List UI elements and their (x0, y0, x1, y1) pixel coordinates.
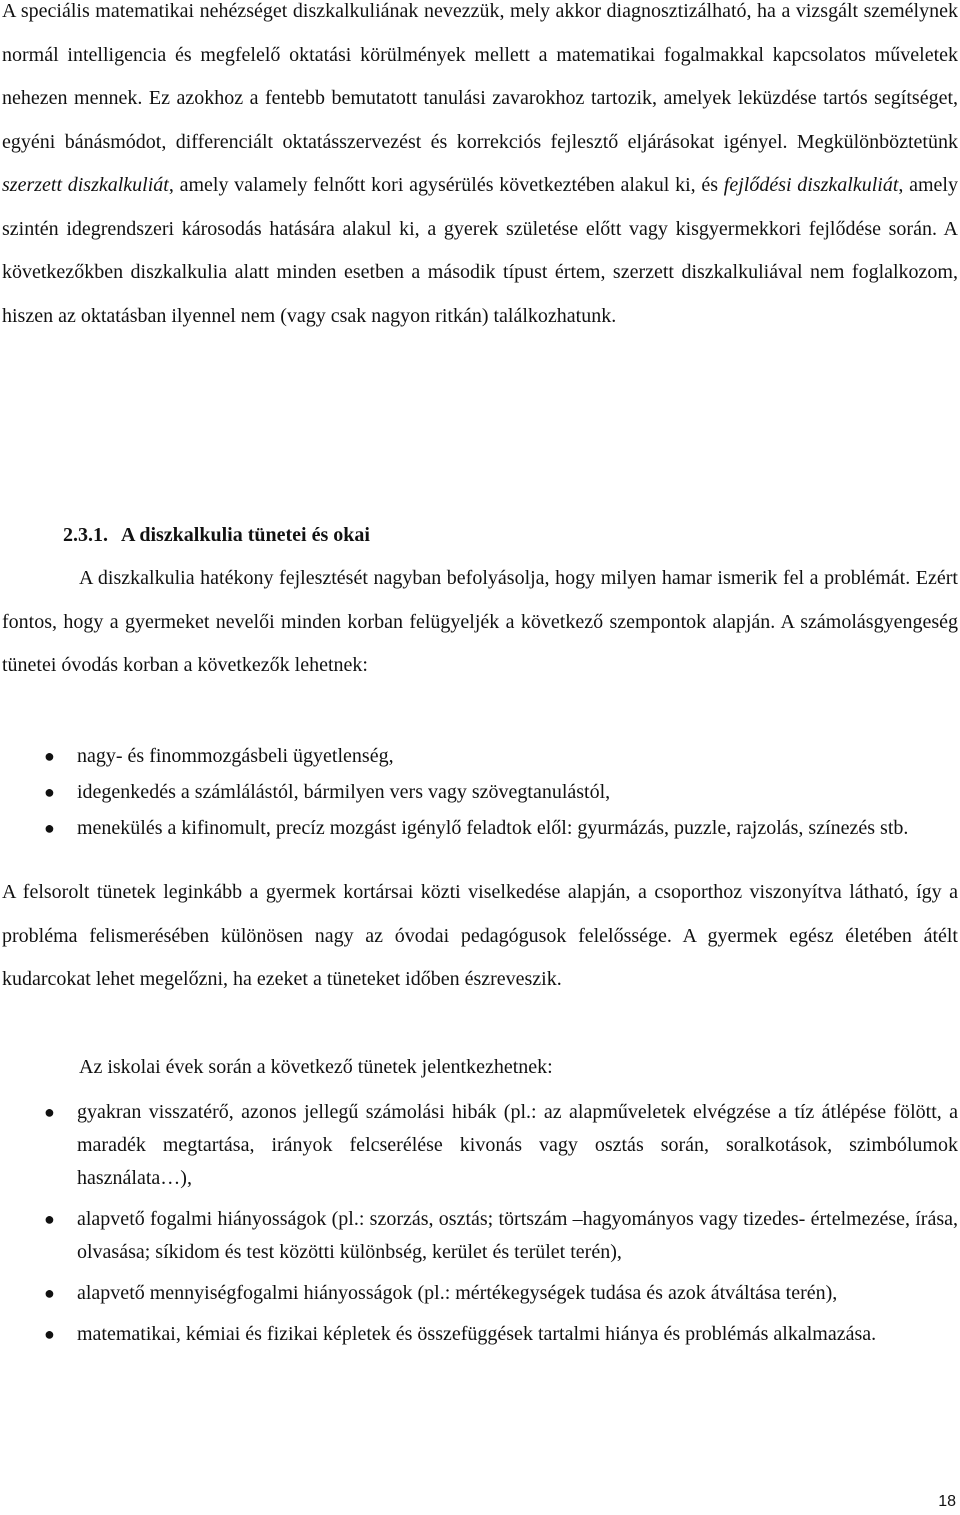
list-item-text: idegenkedés a számlálástól, bármilyen vers vagy szövegtanulástól, (77, 781, 611, 803)
term-developmental-dyscalculia: fejlődési diszkalkuliát (723, 174, 899, 196)
bullet-icon: ● (44, 782, 55, 802)
list-item (0, 1096, 960, 1195)
bullet-icon: ● (44, 746, 55, 766)
section-heading (63, 514, 370, 557)
list-item (0, 1203, 960, 1269)
paragraph-text: A speciális matematikai nehézséget diszkalkuliának nevezzük, mely akkor diagnosztizálható, ha a vizsgált személynek normál intelligencia és megfelelő oktatási körülmények mellett a matematikai fogalmakkal kapcsolatos műveletek nehezen mennek. Ez azokhoz a fentebb bemutatott tanulási zavarokhoz tartozik, amelyek leküzdése tartós segítséget, egyéni bánásmódot, differenciált oktatásszervezést és korrekciós fejlesztő eljárásokat igényel. Megkülönböztetünk (2, 0, 958, 153)
list-item (0, 740, 960, 773)
list-item-text: alapvető fogalmi hiányosságok (pl.: szorzás, osztás; törtszám –hagyományos vagy tizedes- értelmezése, írása, olvasása; síkidom és test közötti különbség, kerület és terület terén), (77, 1208, 958, 1263)
page-number: 18 (938, 1493, 956, 1510)
list-item-text: nagy- és finommozgásbeli ügyetlenség, (77, 745, 394, 767)
bullet-icon: ● (44, 1209, 55, 1229)
paragraph-text: , amely valamely felnőtt kori agysérülés következtében alakul ki, és (168, 174, 724, 196)
list-item (0, 1277, 960, 1310)
bullet-icon: ● (44, 1324, 55, 1344)
section-number: 2.3.1. (63, 524, 108, 546)
paragraph-text: , amely szintén idegrendszeri károsodás hatására alakul ki, a gyerek születése előtt vagy kisgyermekkori fejlődése során. A következőkben diszkalkulia alatt minden esetben a második típust értem, szerzett diszkalkuliával nem foglalkozom, hiszen az oktatásban ilyennel nem (vagy csak nagyon ritkán) találkozhatunk. (2, 174, 958, 327)
paragraph-recognition: A diszkalkulia hatékony fejlesztését nagyban befolyásolja, hogy milyen hamar ismerik fel a problémát. Ezért fontos, hogy a gyermeket nevelői minden korban felügyeljék a következő szempontok alapján. A számolásgyengeség tünetei óvodás korban a következők lehetnek: (2, 567, 958, 676)
list-item (0, 1318, 960, 1351)
bullet-icon: ● (44, 1283, 55, 1303)
list-item (0, 812, 960, 845)
paragraph-school-years-intro: Az iskolai évek során a következő tünetek jelentkezhetnek: (79, 1056, 553, 1078)
list-item-text: alapvető mennyiségfogalmi hiányosságok (pl.: mértékegységek tudása és azok átváltása terén), (77, 1282, 838, 1304)
paragraph-diszkalkulia-definition (2, 0, 958, 338)
list-item-text: matematikai, kémiai és fizikai képletek és összefüggések tartalmi hiánya és problémás alkalmazása. (77, 1323, 877, 1345)
list-item-text: menekülés a kifinomult, precíz mozgást igénylő feladtok elől: gyurmázás, puzzle, rajzolás, színezés stb. (77, 817, 909, 839)
school-symptom-list (0, 1096, 960, 1359)
list-item (0, 776, 960, 809)
list-item-text: gyakran visszatérő, azonos jellegű számolási hibák (pl.: az alapműveletek elvégzése a tíz átlépése fölött, a maradék megtartása, irányok felcserélése kivonás vagy osztás során, soralkotások, szimbólumok használata…), (77, 1101, 958, 1189)
section-title: A diszkalkulia tünetei és okai (121, 524, 370, 546)
bullet-icon: ● (44, 1102, 55, 1122)
bullet-icon: ● (44, 818, 55, 838)
term-acquired-dyscalculia: szerzett diszkalkuliát (2, 174, 169, 196)
paragraph-symptoms-observation: A felsorolt tünetek leginkább a gyermek kortársai közti viselkedése alapján, a csoporthoz viszonyítva látható, így a probléma felismerésében különösen nagy az óvodai pedagógusok felelőssége. A gyermek egész életében átélt kudarcokat lehet megelőzni, ha ezeket a tüneteket időben észreveszik. (2, 881, 958, 990)
kindergarten-symptom-list (0, 740, 960, 848)
